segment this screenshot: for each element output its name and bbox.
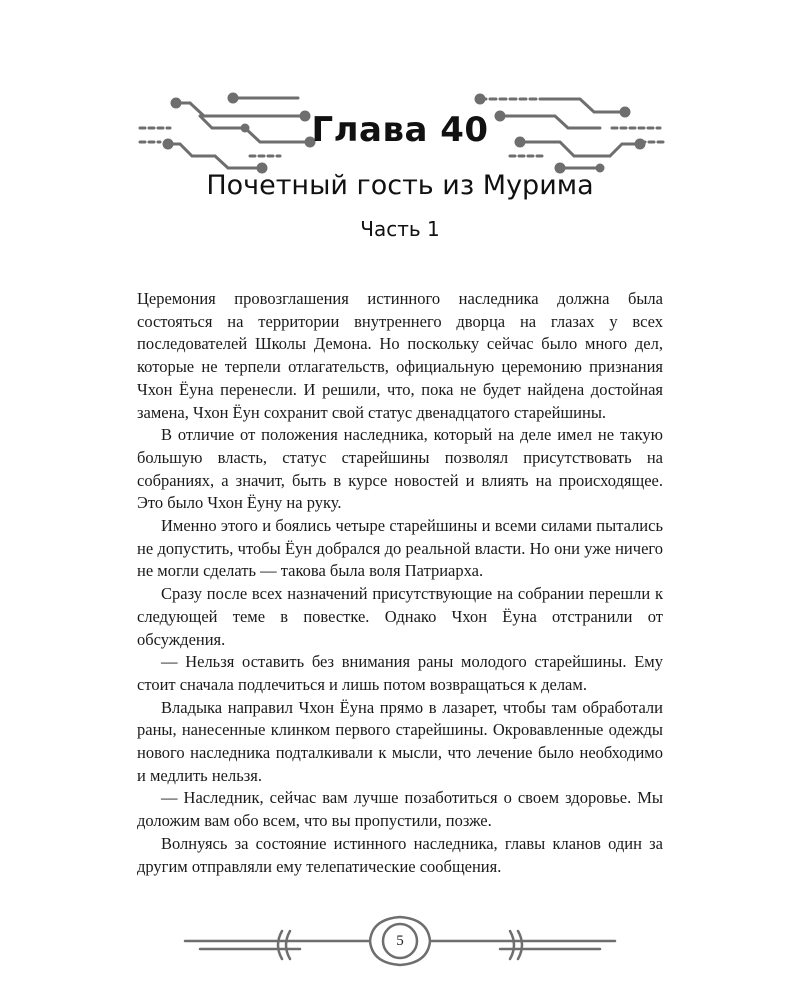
chapter-header	[0, 0, 800, 260]
paragraph: Владыка направил Чхон Ёуна прямо в лазарет, чтобы там обработали раны, нанесенные клинком первого старейшины. Окровавленные одежды нового наследника подталкивали к мысли, что лечение было необходимо и медлить нельзя.	[137, 697, 663, 785]
paragraph: — Наследник, сейчас вам лучше позаботиться о своем здоровье. Мы доложим вам обо всем, что вы пропустили, позже.	[137, 788, 663, 831]
chapter-part: Часть 1	[360, 217, 440, 241]
chapter-subtitle: Почетный гость из Мурима	[206, 170, 594, 201]
paragraph: В отличие от положения наследника, который на деле имел не такую большую власть, статус старейшины позволял присутствовать на собраниях, а значит, быть в курсе новостей и влиять на происходящее. Это было Чхон Ёуну на руку.	[137, 425, 663, 513]
paragraph: Именно этого и боялись четыре старейшины и всеми силами пытались не допустить, чтобы Ёун добрался до реальной власти. Но они уже ничего не могли сделать — такова была воля Патриарха.	[137, 516, 663, 581]
paragraph: Волнуясь за состояние истинного наследника, главы кланов один за другим отправляли ему телепатические сообщения.	[137, 833, 663, 876]
chapter-title: Глава 40	[311, 110, 489, 150]
page-number: 5	[396, 933, 404, 949]
paragraph: — Нельзя оставить без внимания раны молодого старейшины. Ему стоит сначала подлечиться и лишь потом возвращаться к делам.	[137, 652, 663, 694]
paragraph: Церемония провозглашения истинного наследника должна была состояться на территории внутреннего дворца на глазах у всех последователей Школы Демона. Но поскольку сейчас было много дел, которые не терпели отлагательств, официальную церемонию признания Чхон Ёуна перенесли. И решили, что, пока не будет найдена достойная замена, Чхон Ёун сохранит свой статус двенадцатого старейшины.	[137, 289, 663, 422]
paragraph: Сразу после всех назначений присутствующие на собрании перешли к следующей теме в повестке. Однако Чхон Ёуна отстранили от обсуждения.	[137, 584, 663, 649]
body-text	[137, 288, 663, 878]
